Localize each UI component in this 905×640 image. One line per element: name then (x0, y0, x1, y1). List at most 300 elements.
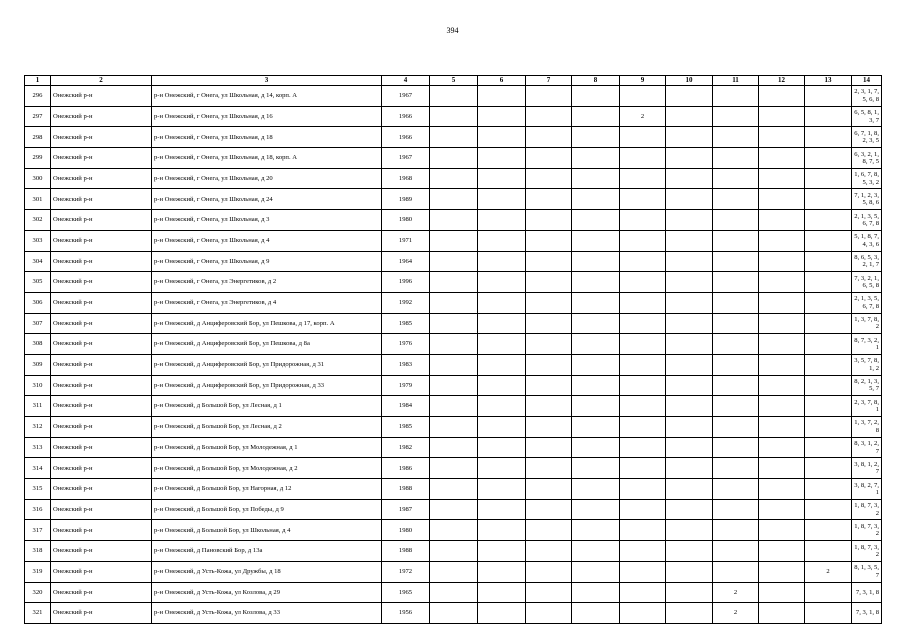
column-13-cell (805, 582, 852, 603)
column-7-cell (526, 292, 572, 313)
row-number-cell: 318 (25, 541, 51, 562)
address-cell: р-н Онежский, д Большой Бор, ул Молодежная, д 1 (152, 437, 382, 458)
district-cell: Онежский р-н (51, 272, 152, 293)
column-14-cell: 3, 8, 2, 7, 1 (852, 479, 882, 500)
district-cell: Онежский р-н (51, 148, 152, 169)
column-12-cell (759, 520, 805, 541)
column-9-cell (620, 520, 666, 541)
column-9-cell (620, 168, 666, 189)
column-12-cell (759, 458, 805, 479)
column-11-cell: 2 (713, 603, 759, 624)
column-6-cell (478, 354, 526, 375)
column-8-cell (572, 479, 620, 500)
column-9-cell (620, 210, 666, 231)
column-7-cell (526, 189, 572, 210)
year-cell: 1966 (382, 106, 430, 127)
column-12-cell (759, 106, 805, 127)
table-row (25, 168, 882, 189)
district-cell: Онежский р-н (51, 396, 152, 417)
district-cell: Онежский р-н (51, 375, 152, 396)
column-5-cell (430, 541, 478, 562)
column-6-cell (478, 251, 526, 272)
column-10-cell (666, 561, 713, 582)
column-12-cell (759, 354, 805, 375)
column-5-cell (430, 417, 478, 438)
column-6-cell (478, 334, 526, 355)
column-6-cell (478, 272, 526, 293)
column-11-cell (713, 520, 759, 541)
column-10-cell (666, 189, 713, 210)
column-8-cell (572, 189, 620, 210)
year-cell: 1985 (382, 417, 430, 438)
column-11-cell (713, 458, 759, 479)
column-10-cell (666, 106, 713, 127)
table-row (25, 210, 882, 231)
column-8-cell (572, 251, 620, 272)
table-row (25, 86, 882, 107)
column-13-cell (805, 354, 852, 375)
table-row (25, 375, 882, 396)
column-6-cell (478, 230, 526, 251)
column-7-cell (526, 582, 572, 603)
district-cell: Онежский р-н (51, 603, 152, 624)
year-cell: 1988 (382, 479, 430, 500)
column-5-cell (430, 127, 478, 148)
column-10-cell (666, 479, 713, 500)
table-row (25, 417, 882, 438)
year-cell: 1985 (382, 313, 430, 334)
row-number-cell: 303 (25, 230, 51, 251)
column-8-cell (572, 499, 620, 520)
column-7-cell (526, 561, 572, 582)
column-7-cell (526, 417, 572, 438)
row-number-cell: 319 (25, 561, 51, 582)
column-6-cell (478, 375, 526, 396)
table-row (25, 499, 882, 520)
address-cell: р-н Онежский, г Онега, ул Школьная, д 18 (152, 127, 382, 148)
column-9-cell (620, 127, 666, 148)
column-12-cell (759, 189, 805, 210)
row-number-cell: 299 (25, 148, 51, 169)
year-cell: 1972 (382, 561, 430, 582)
table-row (25, 479, 882, 500)
column-10-cell (666, 375, 713, 396)
column-5-cell (430, 354, 478, 375)
column-10-cell (666, 354, 713, 375)
column-8-cell (572, 272, 620, 293)
column-12-cell (759, 499, 805, 520)
column-6-cell (478, 396, 526, 417)
column-6-cell (478, 292, 526, 313)
column-6-cell (478, 479, 526, 500)
column-14-cell: 6, 5, 8, 1, 3, 7 (852, 106, 882, 127)
header-row (25, 76, 882, 86)
column-9-cell (620, 251, 666, 272)
column-9-cell (620, 603, 666, 624)
year-cell: 1956 (382, 603, 430, 624)
column-8-cell (572, 520, 620, 541)
column-14-cell: 7, 1, 2, 3, 5, 8, 6 (852, 189, 882, 210)
column-12-cell (759, 86, 805, 107)
column-8-cell (572, 561, 620, 582)
column-11-cell (713, 189, 759, 210)
column-5-cell (430, 479, 478, 500)
district-cell: Онежский р-н (51, 499, 152, 520)
row-number-cell: 321 (25, 603, 51, 624)
column-6-cell (478, 168, 526, 189)
column-13-cell (805, 417, 852, 438)
row-number-cell: 311 (25, 396, 51, 417)
column-header-12: 12 (759, 76, 805, 86)
column-11-cell (713, 272, 759, 293)
column-8-cell (572, 334, 620, 355)
column-9-cell (620, 582, 666, 603)
column-11-cell (713, 230, 759, 251)
column-14-cell: 1, 3, 7, 8, 2 (852, 313, 882, 334)
address-cell: р-н Онежский, д Большой Бор, ул Нагорная, д 12 (152, 479, 382, 500)
row-number-cell: 297 (25, 106, 51, 127)
year-cell: 1979 (382, 375, 430, 396)
column-9-cell (620, 354, 666, 375)
column-header-2: 2 (51, 76, 152, 86)
address-cell: р-н Онежский, г Онега, ул Школьная, д 4 (152, 230, 382, 251)
column-header-10: 10 (666, 76, 713, 86)
column-7-cell (526, 148, 572, 169)
column-header-1: 1 (25, 76, 51, 86)
column-header-4: 4 (382, 76, 430, 86)
column-8-cell (572, 396, 620, 417)
column-5-cell (430, 437, 478, 458)
district-cell: Онежский р-н (51, 541, 152, 562)
column-header-3: 3 (152, 76, 382, 86)
page-number: 394 (446, 26, 459, 35)
column-7-cell (526, 313, 572, 334)
address-cell: р-н Онежский, г Онега, ул Школьная, д 9 (152, 251, 382, 272)
column-7-cell (526, 375, 572, 396)
column-11-cell (713, 396, 759, 417)
column-10-cell (666, 541, 713, 562)
address-cell: р-н Онежский, г Онега, ул Школьная, д 3 (152, 210, 382, 231)
year-cell: 1965 (382, 582, 430, 603)
column-14-cell: 3, 8, 1, 2, 7 (852, 458, 882, 479)
column-14-cell: 2, 3, 7, 8, 1 (852, 396, 882, 417)
column-7-cell (526, 334, 572, 355)
column-9-cell (620, 499, 666, 520)
column-5-cell (430, 272, 478, 293)
row-number-cell: 314 (25, 458, 51, 479)
column-14-cell: 1, 6, 7, 8, 5, 3, 2 (852, 168, 882, 189)
column-7-cell (526, 272, 572, 293)
column-5-cell (430, 86, 478, 107)
column-6-cell (478, 541, 526, 562)
column-10-cell (666, 499, 713, 520)
column-10-cell (666, 334, 713, 355)
address-cell: р-н Онежский, д Большой Бор, ул Победы, д 9 (152, 499, 382, 520)
row-number-cell: 313 (25, 437, 51, 458)
column-8-cell (572, 582, 620, 603)
address-cell: р-н Онежский, г Онега, ул Школьная, д 14, корп. А (152, 86, 382, 107)
column-7-cell (526, 354, 572, 375)
column-14-cell: 5, 1, 8, 7, 4, 3, 6 (852, 230, 882, 251)
column-5-cell (430, 292, 478, 313)
column-13-cell (805, 396, 852, 417)
column-5-cell (430, 210, 478, 231)
row-number-cell: 317 (25, 520, 51, 541)
column-9-cell (620, 230, 666, 251)
column-6-cell (478, 458, 526, 479)
column-9-cell (620, 86, 666, 107)
column-6-cell (478, 561, 526, 582)
row-number-cell: 301 (25, 189, 51, 210)
year-cell: 1983 (382, 354, 430, 375)
column-7-cell (526, 541, 572, 562)
column-6-cell (478, 520, 526, 541)
address-cell: р-н Онежский, д Усть-Кожа, ул Дружбы, д 18 (152, 561, 382, 582)
column-11-cell (713, 106, 759, 127)
column-11-cell (713, 541, 759, 562)
column-6-cell (478, 417, 526, 438)
table-row (25, 148, 882, 169)
column-6-cell (478, 437, 526, 458)
row-number-cell: 296 (25, 86, 51, 107)
column-8-cell (572, 375, 620, 396)
column-14-cell: 8, 2, 1, 3, 5, 7 (852, 375, 882, 396)
column-12-cell (759, 127, 805, 148)
column-10-cell (666, 603, 713, 624)
district-cell: Онежский р-н (51, 458, 152, 479)
row-number-cell: 300 (25, 168, 51, 189)
column-7-cell (526, 603, 572, 624)
column-11-cell (713, 499, 759, 520)
district-cell: Онежский р-н (51, 210, 152, 231)
column-13-cell (805, 292, 852, 313)
column-8-cell (572, 313, 620, 334)
column-13-cell (805, 168, 852, 189)
column-11-cell (713, 127, 759, 148)
address-cell: р-н Онежский, д Большой Бор, ул Лесная, д 2 (152, 417, 382, 438)
column-9-cell (620, 313, 666, 334)
column-8-cell (572, 230, 620, 251)
column-13-cell (805, 148, 852, 169)
column-14-cell: 2, 1, 3, 5, 6, 7, 8 (852, 292, 882, 313)
address-cell: р-н Онежский, г Онега, ул Школьная, д 24 (152, 189, 382, 210)
column-14-cell: 3, 5, 7, 8, 1, 2 (852, 354, 882, 375)
column-header-11: 11 (713, 76, 759, 86)
address-cell: р-н Онежский, г Онега, ул Школьная, д 20 (152, 168, 382, 189)
table-row (25, 189, 882, 210)
year-cell: 1996 (382, 272, 430, 293)
year-cell: 1986 (382, 458, 430, 479)
column-6-cell (478, 603, 526, 624)
column-7-cell (526, 479, 572, 500)
column-6-cell (478, 189, 526, 210)
column-10-cell (666, 417, 713, 438)
district-cell: Онежский р-н (51, 561, 152, 582)
column-7-cell (526, 520, 572, 541)
column-13-cell (805, 210, 852, 231)
column-12-cell (759, 561, 805, 582)
column-8-cell (572, 127, 620, 148)
column-12-cell (759, 251, 805, 272)
district-cell: Онежский р-н (51, 251, 152, 272)
district-cell: Онежский р-н (51, 292, 152, 313)
address-cell: р-н Онежский, д Анциферовский Бор, ул Придорожная, д 33 (152, 375, 382, 396)
column-12-cell (759, 272, 805, 293)
column-header-9: 9 (620, 76, 666, 86)
table-row (25, 334, 882, 355)
column-13-cell (805, 499, 852, 520)
district-cell: Онежский р-н (51, 230, 152, 251)
column-10-cell (666, 396, 713, 417)
column-header-8: 8 (572, 76, 620, 86)
column-14-cell: 8, 7, 3, 2, 1 (852, 334, 882, 355)
column-10-cell (666, 313, 713, 334)
column-5-cell (430, 499, 478, 520)
year-cell: 1976 (382, 334, 430, 355)
column-5-cell (430, 375, 478, 396)
column-10-cell (666, 437, 713, 458)
column-9-cell (620, 479, 666, 500)
column-12-cell (759, 603, 805, 624)
column-5-cell (430, 230, 478, 251)
column-12-cell (759, 541, 805, 562)
address-cell: р-н Онежский, д Анциферовский Бор, ул Придорожная, д 31 (152, 354, 382, 375)
row-number-cell: 320 (25, 582, 51, 603)
column-14-cell: 8, 3, 1, 2, 7 (852, 437, 882, 458)
row-number-cell: 306 (25, 292, 51, 313)
column-14-cell: 1, 8, 7, 3, 2 (852, 541, 882, 562)
year-cell: 1987 (382, 499, 430, 520)
column-13-cell (805, 272, 852, 293)
column-7-cell (526, 106, 572, 127)
column-9-cell (620, 334, 666, 355)
table-row (25, 396, 882, 417)
column-9-cell (620, 541, 666, 562)
column-11-cell (713, 417, 759, 438)
column-12-cell (759, 334, 805, 355)
table-row (25, 541, 882, 562)
column-10-cell (666, 168, 713, 189)
column-7-cell (526, 437, 572, 458)
column-8-cell (572, 541, 620, 562)
column-7-cell (526, 499, 572, 520)
column-13-cell (805, 189, 852, 210)
column-12-cell (759, 437, 805, 458)
column-9-cell (620, 458, 666, 479)
column-13-cell (805, 541, 852, 562)
column-13-cell (805, 86, 852, 107)
address-cell: р-н Онежский, д Анциферовский Бор, ул Пешкова, д 17, корп. А (152, 313, 382, 334)
column-10-cell (666, 292, 713, 313)
column-9-cell: 2 (620, 106, 666, 127)
column-9-cell (620, 189, 666, 210)
column-11-cell (713, 168, 759, 189)
district-cell: Онежский р-н (51, 582, 152, 603)
column-11-cell (713, 334, 759, 355)
table-row (25, 272, 882, 293)
column-10-cell (666, 210, 713, 231)
year-cell: 1980 (382, 520, 430, 541)
district-cell: Онежский р-н (51, 313, 152, 334)
column-12-cell (759, 582, 805, 603)
column-12-cell (759, 375, 805, 396)
column-10-cell (666, 272, 713, 293)
table-row (25, 561, 882, 582)
district-cell: Онежский р-н (51, 168, 152, 189)
column-8-cell (572, 354, 620, 375)
column-7-cell (526, 230, 572, 251)
row-number-cell: 304 (25, 251, 51, 272)
column-13-cell (805, 603, 852, 624)
column-11-cell (713, 375, 759, 396)
year-cell: 1964 (382, 251, 430, 272)
column-8-cell (572, 458, 620, 479)
register-table (24, 75, 882, 624)
column-12-cell (759, 210, 805, 231)
column-8-cell (572, 168, 620, 189)
column-14-cell: 2, 1, 3, 5, 6, 7, 8 (852, 210, 882, 231)
column-12-cell (759, 479, 805, 500)
address-cell: р-н Онежский, д Большой Бор, ул Лесная, д 1 (152, 396, 382, 417)
row-number-cell: 298 (25, 127, 51, 148)
address-cell: р-н Онежский, г Онега, ул Энергетиков, д 2 (152, 272, 382, 293)
column-8-cell (572, 292, 620, 313)
column-7-cell (526, 127, 572, 148)
column-14-cell: 6, 7, 1, 8, 2, 3, 5 (852, 127, 882, 148)
column-6-cell (478, 582, 526, 603)
column-13-cell (805, 375, 852, 396)
column-5-cell (430, 561, 478, 582)
column-13-cell (805, 127, 852, 148)
column-9-cell (620, 437, 666, 458)
column-10-cell (666, 458, 713, 479)
column-8-cell (572, 603, 620, 624)
column-9-cell (620, 417, 666, 438)
column-14-cell: 1, 3, 7, 2, 8 (852, 417, 882, 438)
address-cell: р-н Онежский, г Онега, ул Школьная, д 18, корп. А (152, 148, 382, 169)
address-cell: р-н Онежский, д Пановский Бор, д 13а (152, 541, 382, 562)
column-5-cell (430, 458, 478, 479)
column-8-cell (572, 210, 620, 231)
column-5-cell (430, 106, 478, 127)
column-6-cell (478, 106, 526, 127)
column-9-cell (620, 561, 666, 582)
address-cell: р-н Онежский, д Большой Бор, ул Молодежная, д 2 (152, 458, 382, 479)
column-14-cell: 7, 3, 1, 8 (852, 603, 882, 624)
column-header-7: 7 (526, 76, 572, 86)
column-5-cell (430, 148, 478, 169)
column-12-cell (759, 417, 805, 438)
address-cell: р-н Онежский, д Анциферовский Бор, ул Пешкова, д 8а (152, 334, 382, 355)
year-cell: 1989 (382, 189, 430, 210)
row-number-cell: 307 (25, 313, 51, 334)
column-6-cell (478, 313, 526, 334)
column-5-cell (430, 251, 478, 272)
column-5-cell (430, 582, 478, 603)
column-11-cell (713, 148, 759, 169)
column-13-cell (805, 479, 852, 500)
column-8-cell (572, 148, 620, 169)
column-9-cell (620, 272, 666, 293)
district-cell: Онежский р-н (51, 86, 152, 107)
table-row (25, 437, 882, 458)
column-14-cell: 8, 1, 3, 5, 7 (852, 561, 882, 582)
column-10-cell (666, 86, 713, 107)
column-14-cell: 2, 3, 1, 7, 5, 6, 8 (852, 86, 882, 107)
column-14-cell: 1, 8, 7, 3, 2 (852, 499, 882, 520)
table-row (25, 292, 882, 313)
column-8-cell (572, 106, 620, 127)
